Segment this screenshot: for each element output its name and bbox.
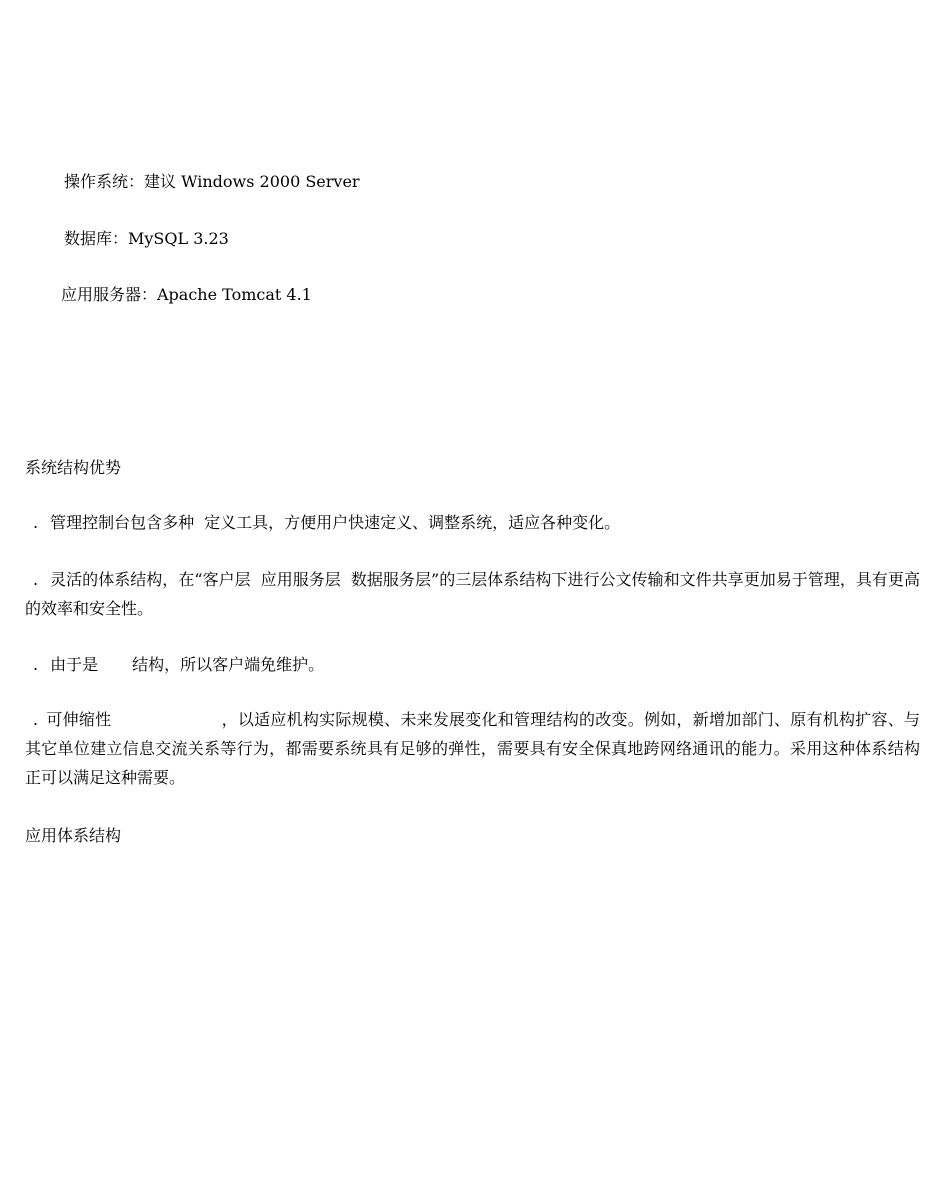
bullet: . <box>33 710 39 729</box>
app-server-requirement: 应用服务器：Apache Tomcat 4.1 <box>61 285 312 304</box>
advantage-item-3 <box>25 650 920 679</box>
advantages-heading: 系统结构优势 <box>25 458 122 477</box>
advantage-item-1 <box>25 508 920 537</box>
item-text: 可伸缩性 <box>46 710 112 729</box>
item-text: 结构，所以客户端免维护。 <box>132 655 325 674</box>
item-text: ，以适应机构实际规模、未来发展变化和管理结构的改变。例如，新增加部门、原有机构扩容、与其它单位建立信息交流关系等行为，都需要系统具有足够的弹性，需要具有安全保真地跨网络通讯的能力。采用这种体系结构正可以满足这种需要。 <box>25 710 920 787</box>
bullet: . <box>33 570 39 589</box>
item-text: 灵活的体系结构，在“客户层 <box>50 570 251 589</box>
item-text: 应用服务层 <box>260 570 341 589</box>
item-text: 定义工具，方便用户快速定义、调整系统，适应各种变化。 <box>204 513 621 532</box>
os-requirement: 操作系统：建议 Windows 2000 Server <box>64 172 360 191</box>
advantage-item-2 <box>25 565 920 623</box>
architecture-heading: 应用体系结构 <box>25 826 122 845</box>
item-text: 管理控制台包含多种 <box>50 513 195 532</box>
database-requirement: 数据库：MySQL 3.23 <box>64 229 229 248</box>
item-text: 由于是 <box>50 655 99 674</box>
bullet: . <box>33 513 39 532</box>
item-text: 数据服务层”的三层体系结构下进行公文传输和文件共享更加易于管理，具有更高的效率和安全性。 <box>25 570 920 618</box>
advantage-item-4 <box>25 705 920 792</box>
bullet: . <box>33 655 39 674</box>
